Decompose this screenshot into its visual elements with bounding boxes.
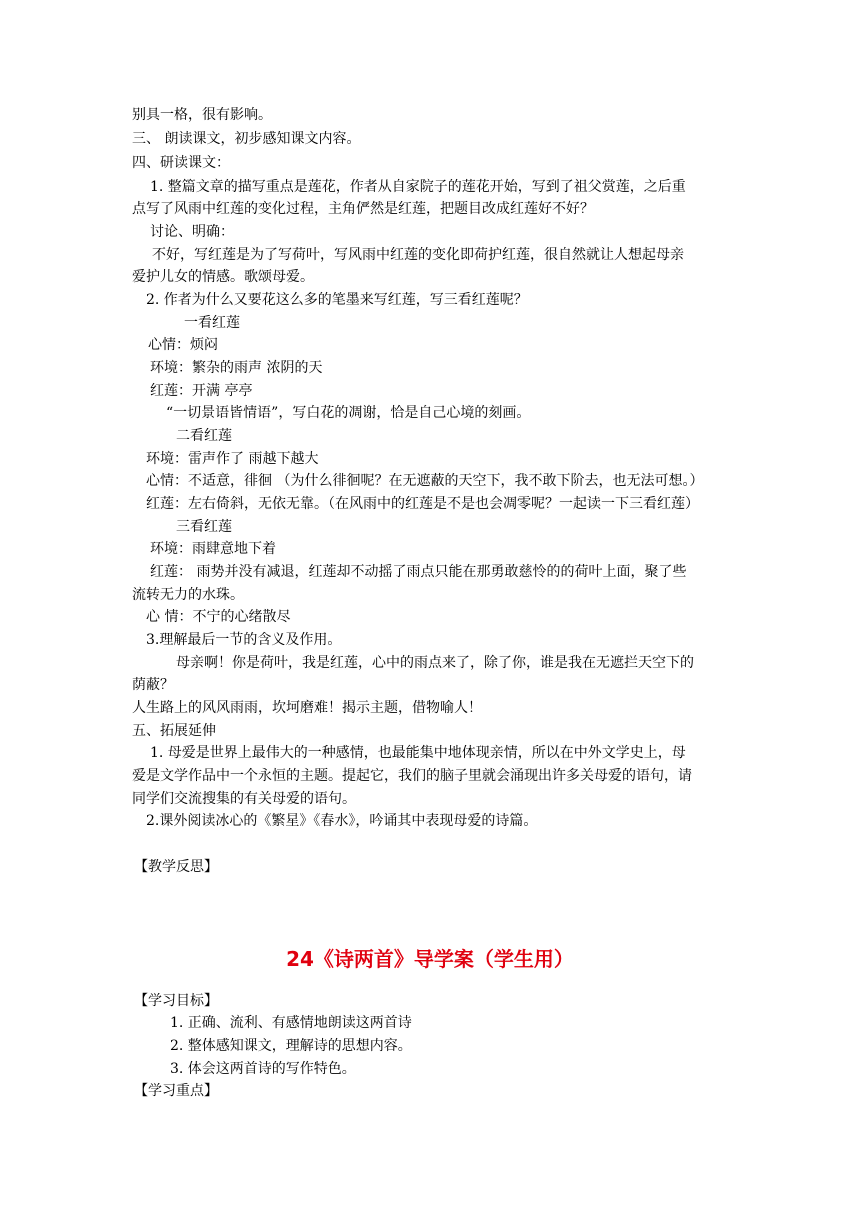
extension-1-line-1: 1. 母爱是世界上最伟大的一种感情，也最能集中地体现亲情，所以在中外文学史上，母 xyxy=(150,745,686,761)
learning-goals-heading: 【学习目标】 xyxy=(134,993,218,1009)
look-3-heading: 三看红莲 xyxy=(176,519,232,535)
section-5-heading: 五、拓展延伸 xyxy=(132,723,216,739)
section-3-heading: 三、 朗读课文，初步感知课文内容。 xyxy=(132,131,361,147)
question-1-line-2: 点写了风雨中红莲的变化过程，主角俨然是红莲，把题目改成红莲好不好？ xyxy=(132,201,594,217)
question-2: 2. 作者为什么又要花这么多的笔墨来写红莲，写三看红莲呢？ xyxy=(146,292,528,308)
look-2-environment: 环境：雷声作了 雨越下越大 xyxy=(146,451,319,467)
extension-1-line-2: 爱是文学作品中一个永恒的主题。提起它，我们的脑子里就会涌现出许多关母爱的语句，请 xyxy=(132,768,692,784)
lesson-24-title: 24《诗两首》导学案（学生用） xyxy=(286,947,574,971)
question-1-line-1: 1. 整篇文章的描写重点是莲花，作者从自家院子的莲花开始，写到了祖父赏莲，之后重 xyxy=(150,179,686,195)
learning-goal-3: 3. 体会这两首诗的写作特色。 xyxy=(170,1061,356,1077)
look-1-heading: 一看红莲 xyxy=(184,315,240,331)
answer-1-line-2: 爱护儿女的情感。歌颂母爱。 xyxy=(132,269,314,285)
teaching-reflection-heading: 【教学反思】 xyxy=(134,859,218,875)
learning-goal-2: 2. 整体感知课文，理解诗的思想内容。 xyxy=(170,1038,412,1054)
look-3-environment: 环境：雨肆意地下着 xyxy=(150,541,276,557)
learning-goal-1: 1. 正确、流利、有感情地朗读这两首诗 xyxy=(170,1015,412,1031)
intro-line: 别具一格，很有影响。 xyxy=(132,107,272,123)
theme-summary: 人生路上的风风雨雨，坎坷磨难！揭示主题，借物喻人！ xyxy=(132,700,482,716)
extension-1-line-3: 同学们交流搜集的有关母爱的语句。 xyxy=(132,791,356,807)
look-1-environment: 环境：繁杂的雨声 浓阴的天 xyxy=(150,360,323,376)
final-stanza-line-1: 母亲啊！你是荷叶，我是红莲，心中的雨点来了，除了你，谁是我在无遮拦天空下的 xyxy=(176,655,694,671)
look-1-quote: “一切景语皆情语”，写白花的凋谢，恰是自己心境的刻画。 xyxy=(166,405,531,421)
extension-2: 2.课外阅读冰心的《繁星》《春水》，吟诵其中表现母爱的诗篇。 xyxy=(146,813,538,829)
look-2-mood: 心情：不适意，徘徊 （为什么徘徊呢？在无遮蔽的天空下，我不敢下阶去，也无法可想。） xyxy=(146,473,704,489)
look-2-heading: 二看红莲 xyxy=(176,428,232,444)
section-4-heading: 四、研读课文： xyxy=(132,155,230,171)
look-1-mood: 心情：烦闷 xyxy=(148,337,218,353)
look-3-lotus-line-1: 红莲： 雨势并没有减退，红莲却不动摇了雨点只能在那勇敢慈怜的的荷叶上面，聚了些 xyxy=(150,564,687,580)
answer-1-line-1: 不好，写红莲是为了写荷叶，写风雨中红莲的变化即荷护红莲，很自然就让人想起母亲 xyxy=(152,247,684,263)
discussion-label: 讨论、明确： xyxy=(150,224,234,240)
look-2-lotus: 红莲：左右倚斜，无依无靠。（在风雨中的红莲是不是也会凋零呢？一起读一下三看红莲） xyxy=(146,496,699,512)
look-3-lotus-line-2: 流转无力的水珠。 xyxy=(132,587,244,603)
look-3-mood: 心 情：不宁的心绪散尽 xyxy=(146,609,291,625)
learning-focus-heading: 【学习重点】 xyxy=(134,1083,218,1099)
look-1-lotus: 红莲：开满 亭亭 xyxy=(150,383,253,399)
final-stanza-line-2: 荫蔽？ xyxy=(132,677,174,693)
question-3: 3.理解最后一节的含义及作用。 xyxy=(146,632,342,648)
